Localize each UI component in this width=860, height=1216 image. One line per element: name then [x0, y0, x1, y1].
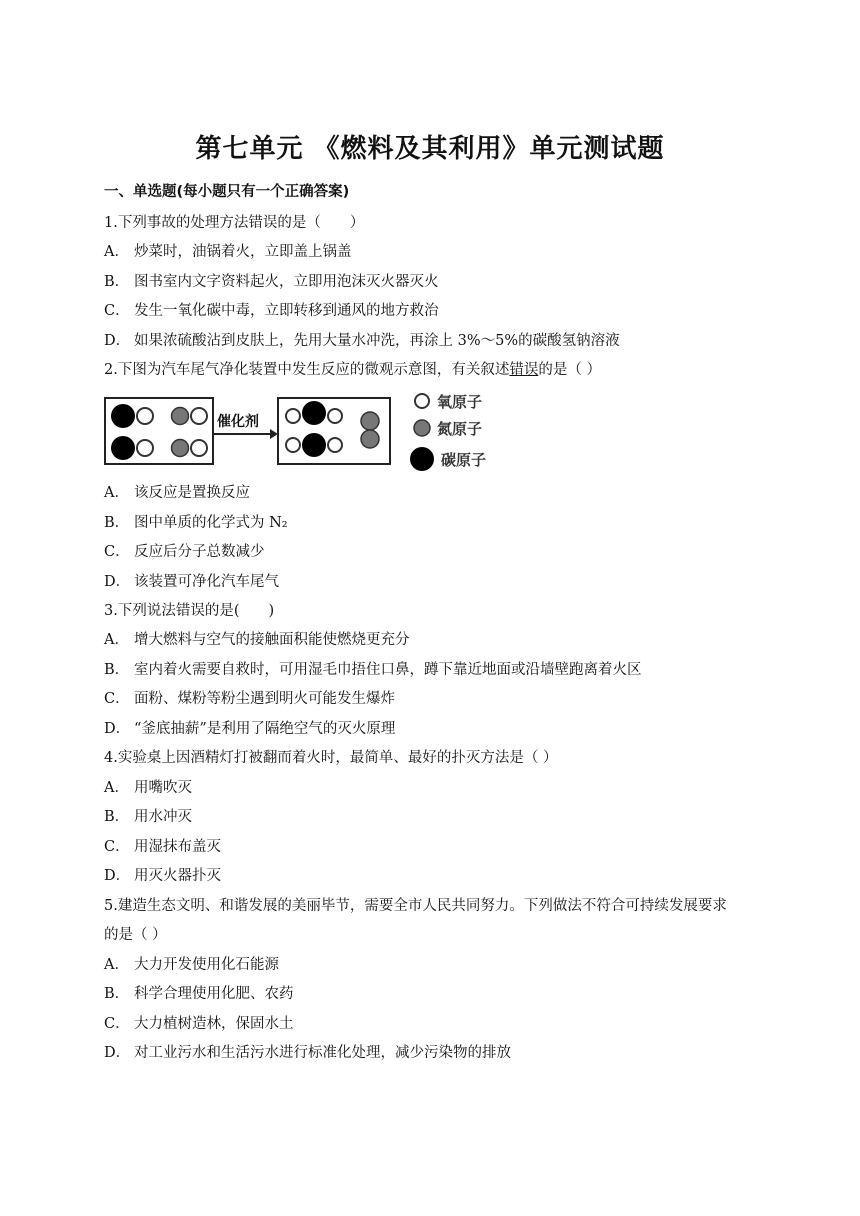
option-label: D．: [104, 333, 131, 349]
option-text: 科学合理使用化肥、农药: [134, 986, 294, 1002]
question-5-stem-line-1: 5.建造生态文明、和谐发展的美丽毕节，需要全市人民共同努力。下列做法不符合可持续发展要求: [104, 898, 727, 914]
question-1-option-b: [104, 270, 439, 291]
question-4-option-d: [104, 864, 221, 885]
option-text: 面粉、煤粉等粉尘遇到明火可能发生爆炸: [134, 691, 395, 707]
option-label: C．: [104, 544, 130, 560]
option-text: 对工业污水和生活污水进行标准化处理，减少污染物的排放: [134, 1045, 511, 1061]
option-text: 增大燃料与空气的接触面积能使燃烧更充分: [134, 632, 410, 648]
option-text: 图书室内文字资料起火，立即用泡沫灭火器灭火: [134, 274, 439, 290]
option-text: 用嘴吹灭: [134, 780, 192, 796]
section-heading: 一、单选题(每小题只有一个正确答案): [104, 184, 350, 200]
option-label: A．: [104, 780, 129, 796]
question-5-stem-line-2: 的是（ ）: [104, 927, 167, 943]
question-4-option-c: [104, 835, 221, 856]
option-label: B．: [104, 986, 130, 1002]
option-text: 炒菜时，油锅着火，立即盖上锅盖: [134, 244, 352, 260]
nitrogen-atom: [361, 430, 379, 448]
question-1-option-a: [104, 240, 352, 261]
option-label: A．: [104, 244, 129, 260]
stem-text-end: 的是（ ）: [538, 362, 601, 378]
legend-nitrogen-label: 氮原子: [437, 420, 483, 438]
question-2-option-c: [104, 540, 265, 561]
option-label: D．: [104, 868, 131, 884]
question-5-option-a: [104, 953, 279, 974]
option-text: 用灭火器扑灭: [134, 868, 221, 884]
question-3-option-d: [104, 717, 395, 738]
question-2-option-b: [104, 511, 288, 532]
question-3-option-b: [104, 658, 642, 679]
option-label: C．: [104, 839, 130, 855]
option-text: 反应后分子总数减少: [134, 544, 265, 560]
option-label: C．: [104, 691, 130, 707]
catalyst-label: 催化剂: [217, 414, 259, 430]
legend-carbon-swatch: [410, 447, 434, 471]
option-text: 用湿抹布盖灭: [134, 839, 221, 855]
document-title: 第七单元 《燃料及其利用》单元测试题: [195, 134, 665, 164]
oxygen-atom: [137, 440, 153, 456]
question-1-option-d: [104, 329, 620, 350]
option-text: 该装置可净化汽车尾气: [134, 574, 279, 590]
carbon-atom: [111, 404, 135, 428]
option-label: D．: [104, 1045, 131, 1061]
option-label: B．: [104, 274, 130, 290]
oxygen-atom: [286, 438, 300, 452]
legend-carbon-label: 碳原子: [441, 451, 487, 469]
oxygen-atom: [328, 409, 342, 423]
question-3-option-c: [104, 687, 395, 708]
question-5-option-d: [104, 1041, 511, 1062]
legend-oxygen-swatch: [415, 394, 429, 408]
carbon-atom: [111, 436, 135, 460]
question-3-option-a: [104, 628, 410, 649]
option-text: 大力开发使用化石能源: [134, 957, 279, 973]
question-1-stem: 1.下列事故的处理方法错误的是（ ）: [104, 215, 365, 231]
question-5-option-c: [104, 1012, 294, 1033]
question-1-option-c: [104, 299, 439, 320]
option-text: 该反应是置换反应: [134, 485, 250, 501]
carbon-atom: [302, 433, 326, 457]
option-text: 如果浓硫酸沾到皮肤上，先用大量水冲洗，再涂上 3%～5%的碳酸氢钠溶液: [134, 333, 620, 349]
option-label: B．: [104, 662, 130, 678]
legend-oxygen-label: 氧原子: [437, 393, 483, 411]
question-4-option-b: [104, 805, 192, 826]
option-label: C．: [104, 303, 130, 319]
legend-nitrogen-swatch: [414, 420, 430, 436]
option-text: 用水冲灭: [134, 809, 192, 825]
option-label: D．: [104, 574, 131, 590]
arrow-head: [270, 429, 278, 439]
reaction-diagram: [104, 393, 504, 475]
question-3-stem: 3.下列说法错误的是( ): [104, 603, 275, 619]
oxygen-atom: [191, 408, 207, 424]
question-4-option-a: [104, 776, 192, 797]
oxygen-atom: [137, 408, 153, 424]
question-2-option-a: [104, 481, 250, 502]
question-2-option-d: [104, 570, 279, 591]
oxygen-atom: [328, 438, 342, 452]
option-label: B．: [104, 515, 130, 531]
stem-text: 2.下图为汽车尾气净化装置中发生反应的微观示意图，有关叙述: [104, 362, 510, 378]
question-2-stem: [104, 358, 601, 379]
nitrogen-atom: [172, 440, 189, 457]
option-text: 室内着火需要自救时，可用湿毛巾捂住口鼻，蹲下靠近地面或沿墙壁跑离着火区: [134, 662, 642, 678]
option-text: “釜底抽薪”是利用了隔绝空气的灭火原理: [134, 721, 396, 737]
question-4-stem: 4.实验桌上因酒精灯打被翻而着火时，最简单、最好的扑灭方法是（ ）: [104, 750, 558, 766]
stem-underlined-word: 错误: [509, 362, 539, 378]
option-text: 大力植树造林，保固水土: [134, 1016, 294, 1032]
oxygen-atom: [286, 409, 300, 423]
oxygen-atom: [191, 440, 207, 456]
option-text: 图中单质的化学式为 N₂: [134, 515, 288, 531]
option-label: A．: [104, 632, 129, 648]
option-label: A．: [104, 485, 129, 501]
option-label: B．: [104, 809, 130, 825]
option-text: 发生一氧化碳中毒，立即转移到通风的地方救治: [134, 303, 439, 319]
option-label: C．: [104, 1016, 130, 1032]
question-5-option-b: [104, 982, 294, 1003]
option-label: D．: [104, 721, 131, 737]
carbon-atom: [302, 401, 326, 425]
nitrogen-atom: [172, 408, 189, 425]
option-label: A．: [104, 957, 129, 973]
nitrogen-atom: [361, 412, 379, 430]
